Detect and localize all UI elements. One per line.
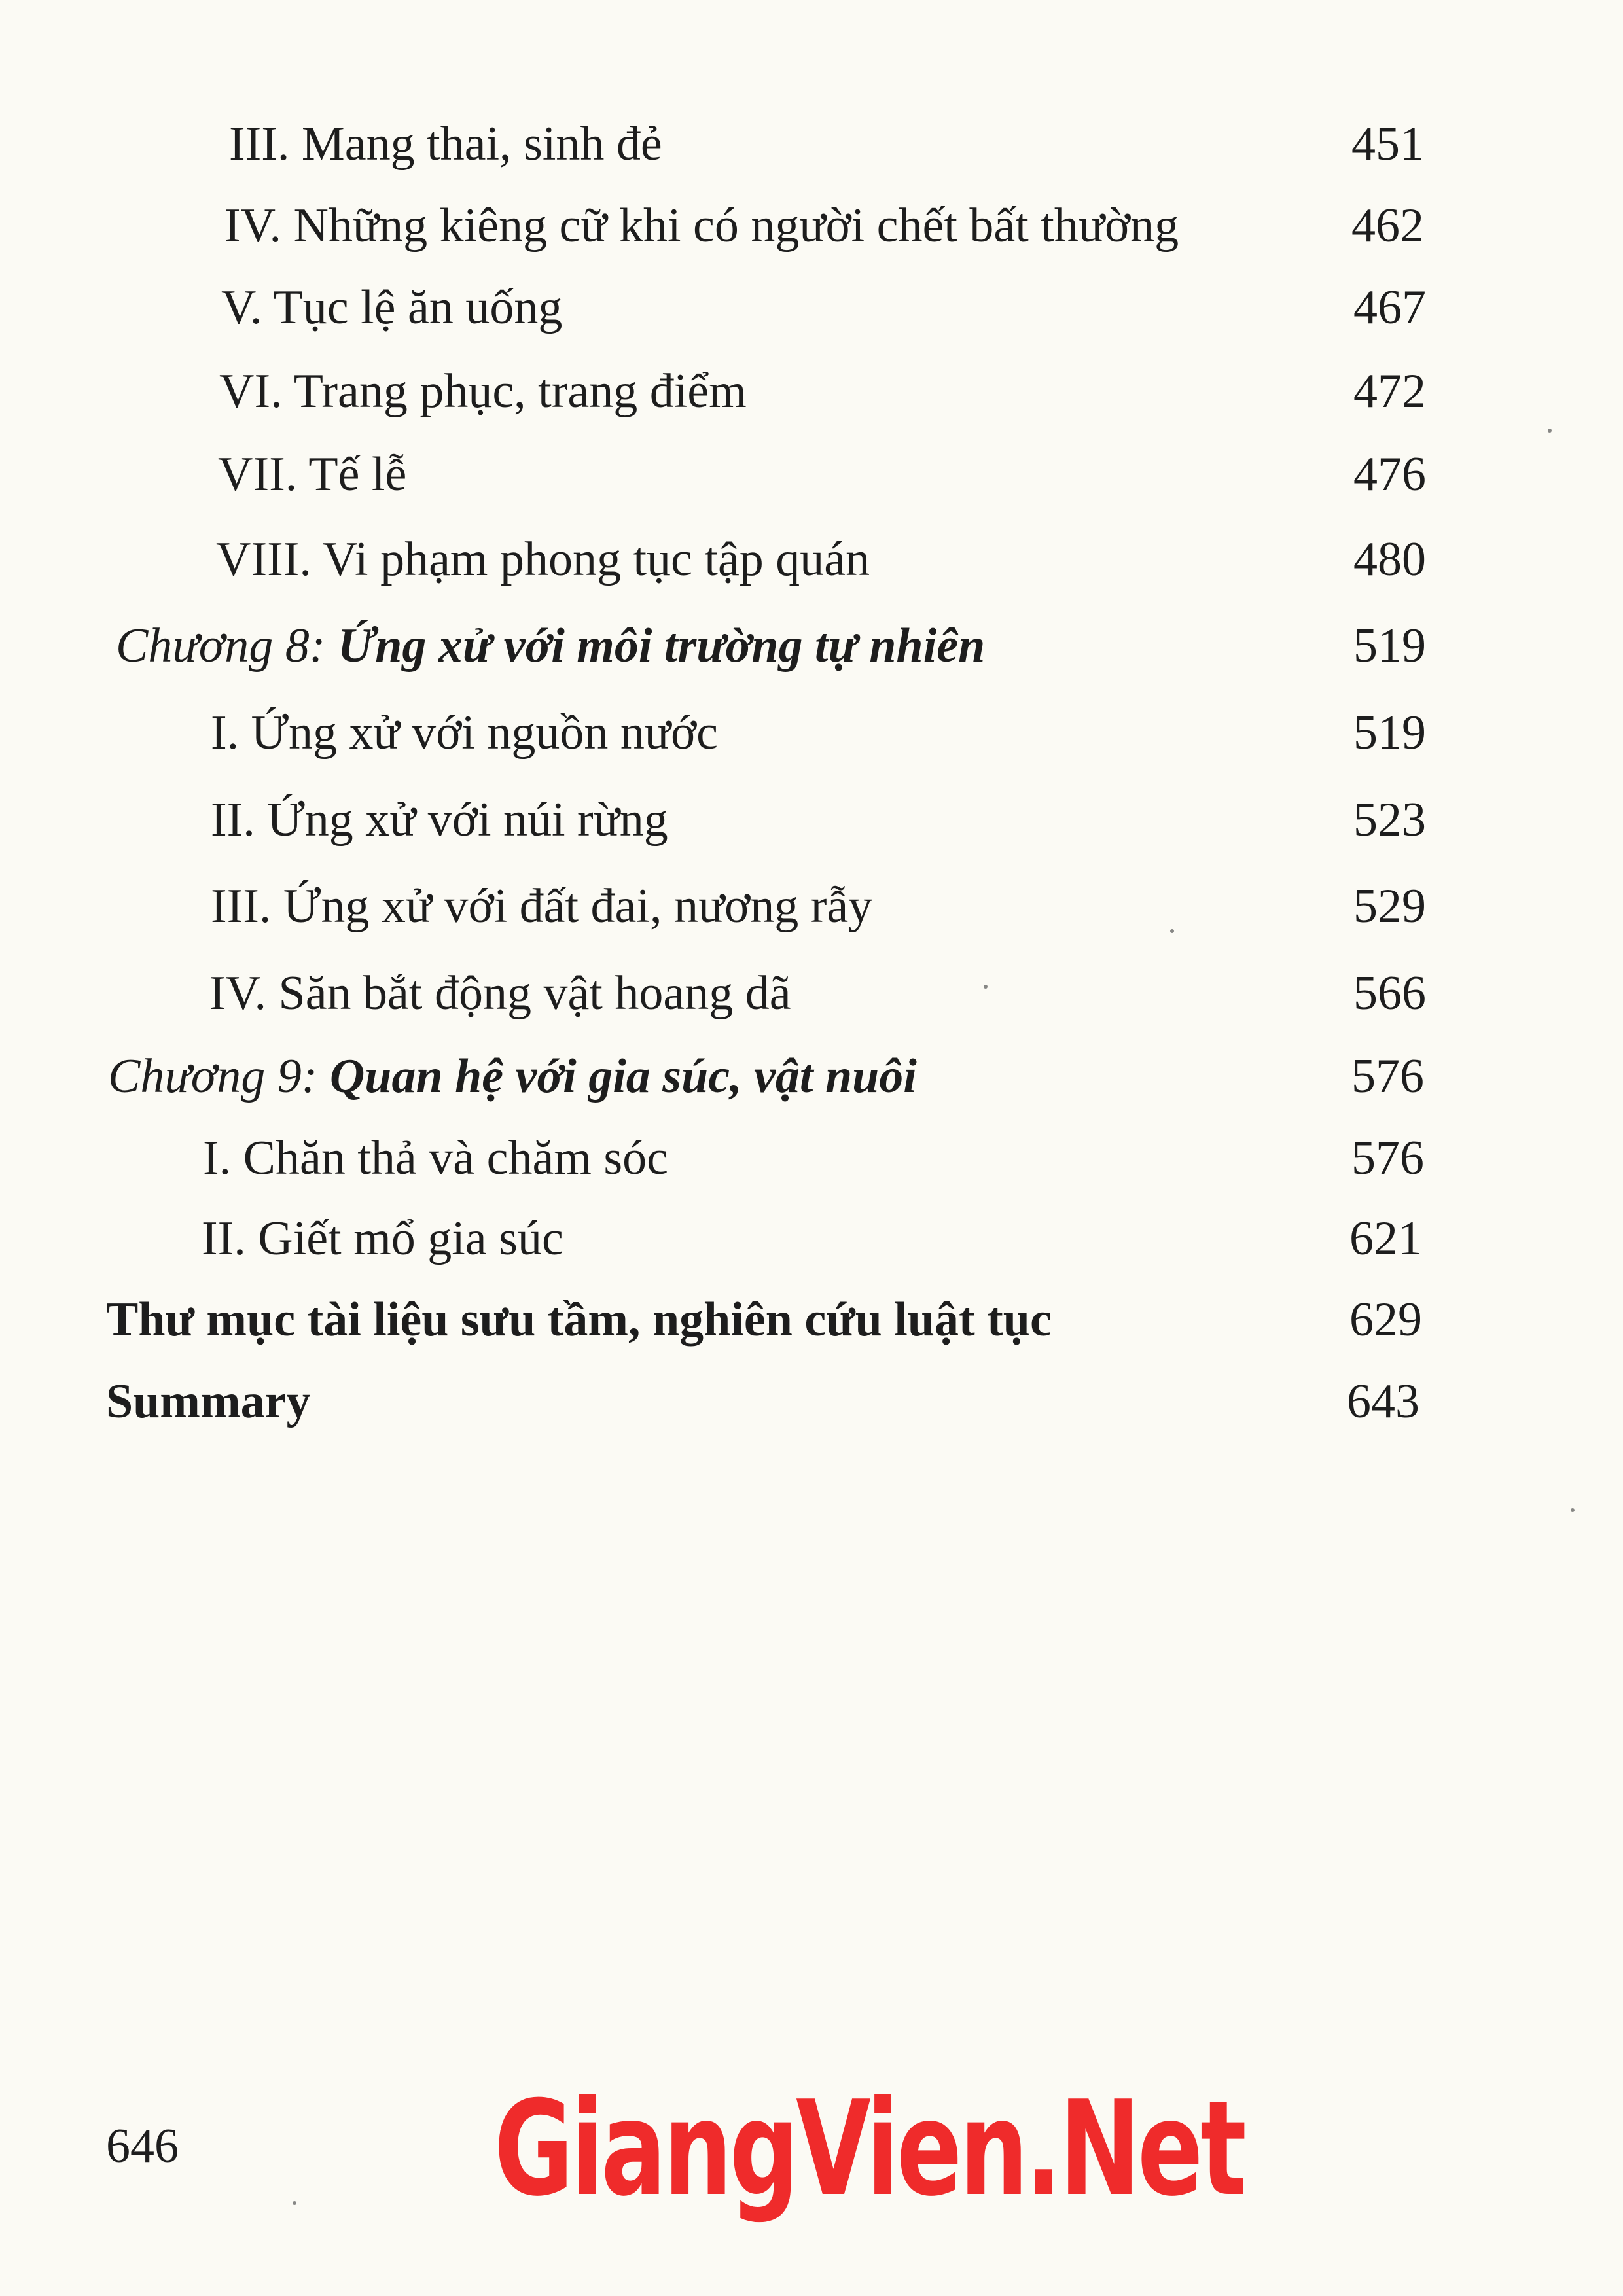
toc-entry — [0, 359, 1623, 437]
toc-entry-page: 472 — [1353, 364, 1426, 418]
toc-entry-page: 621 — [1349, 1212, 1422, 1265]
scan-speck — [1571, 1508, 1575, 1512]
toc-entry-title: V. Tục lệ ăn uống — [221, 281, 563, 334]
toc-entry-bibliography — [0, 1287, 1623, 1366]
toc-entry — [0, 193, 1623, 272]
toc-entry — [0, 1125, 1623, 1204]
toc-entry-title: VIII. Vi phạm phong tục tập quán — [216, 533, 870, 586]
toc-entry — [0, 961, 1623, 1039]
toc-entry-page: 643 — [1347, 1375, 1419, 1428]
toc-entry — [0, 1206, 1623, 1284]
toc-entry-title: II. Ứng xử với núi rừng — [211, 793, 668, 847]
toc-entry-page: 519 — [1353, 619, 1426, 673]
toc-entry-summary — [0, 1369, 1623, 1447]
toc-entry-page: 467 — [1353, 281, 1426, 334]
toc-entry — [0, 111, 1623, 190]
toc-entry — [0, 442, 1623, 520]
toc-entry-page: 462 — [1351, 199, 1424, 253]
chapter-name: Quan hệ với gia súc, vật nuôi — [329, 1050, 917, 1103]
toc-entry-page: 576 — [1351, 1050, 1424, 1103]
toc-entry-page: 529 — [1353, 879, 1426, 933]
toc-chapter-title — [108, 1044, 917, 1109]
toc-entry — [0, 700, 1623, 779]
watermark-logo: GiangVien.Net — [494, 2073, 1244, 2225]
toc-entry-page: 451 — [1351, 117, 1424, 171]
toc-entry-title: IV. Săn bắt động vật hoang dã — [209, 966, 791, 1020]
scan-speck — [293, 2201, 296, 2205]
toc-entry — [0, 787, 1623, 866]
toc-chapter-entry — [0, 1044, 1623, 1122]
toc-entry-title: III. Mang thai, sinh đẻ — [229, 117, 662, 171]
toc-entry — [0, 527, 1623, 605]
toc-entry-title: Summary — [106, 1375, 311, 1428]
scan-speck — [984, 985, 988, 989]
toc-entry-title: Thư mục tài liệu sưu tầm, nghiên cứu luật tục — [106, 1293, 1052, 1347]
toc-entry-page: 480 — [1353, 533, 1426, 586]
toc-entry-page: 629 — [1349, 1293, 1422, 1347]
toc-entry-page: 566 — [1353, 966, 1426, 1020]
toc-entry-title: III. Ứng xử với đất đai, nương rẫy — [211, 879, 873, 933]
toc-entry — [0, 275, 1623, 353]
toc-chapter-entry — [0, 613, 1623, 692]
chapter-prefix: Chương 8: — [116, 619, 338, 673]
scan-speck — [1548, 429, 1552, 433]
toc-entry-title: I. Ứng xử với nguồn nước — [211, 706, 718, 760]
chapter-name: Ứng xử với môi trường tự nhiên — [337, 619, 986, 673]
page-number: 646 — [106, 2119, 179, 2173]
toc-entry-title: VII. Tế lễ — [218, 448, 407, 501]
toc-entry-title: II. Giết mổ gia súc — [202, 1212, 563, 1265]
toc-entry-page: 519 — [1353, 706, 1426, 760]
toc-entry-title: VI. Trang phục, trang điểm — [219, 364, 747, 418]
toc-entry-page: 576 — [1351, 1131, 1424, 1185]
scan-speck — [1170, 929, 1174, 933]
toc-entry — [0, 874, 1623, 952]
toc-entry-page: 476 — [1353, 448, 1426, 501]
toc-entry-title: IV. Những kiêng cữ khi có người chết bất thường — [224, 199, 1179, 253]
toc-entry-page: 523 — [1353, 793, 1426, 847]
chapter-prefix: Chương 9: — [108, 1050, 330, 1103]
toc-entry-title: I. Chăn thả và chăm sóc — [203, 1131, 668, 1185]
toc-chapter-title — [116, 613, 985, 679]
